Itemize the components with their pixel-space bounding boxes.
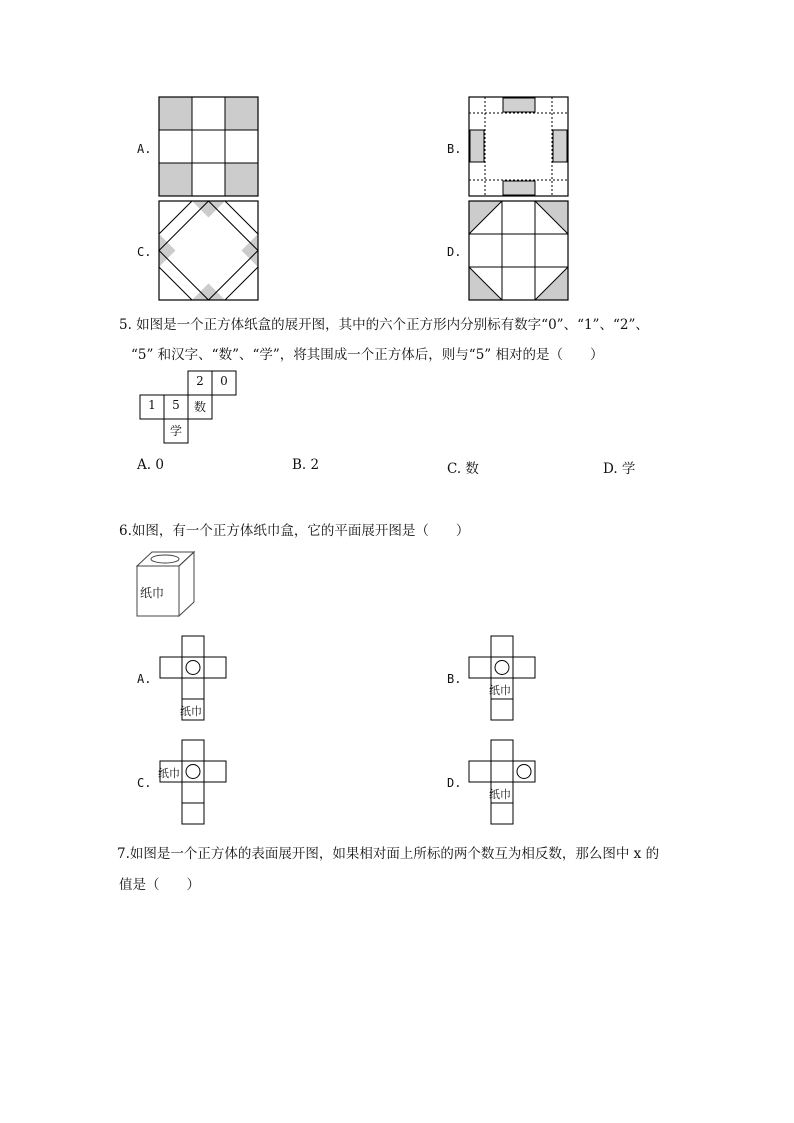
q5-option-c[interactable]: C. 数 bbox=[447, 461, 479, 477]
q6-option-a-label: A. bbox=[137, 672, 152, 686]
q5-cube-net bbox=[137, 370, 239, 445]
q6-option-c-label: C. bbox=[137, 776, 152, 790]
q4-option-a-label: A. bbox=[137, 142, 152, 156]
q4-option-b-figure bbox=[468, 96, 570, 198]
q5-option-b[interactable]: B. 2 bbox=[292, 457, 320, 473]
q6-option-a-net[interactable] bbox=[158, 635, 228, 723]
q5-stem-line1: 5. 如图是一个正方体纸盒的展开图，其中的六个正方形内分别标有数字“0”、“1”、“2”、 bbox=[119, 317, 649, 333]
net-cell-shu: 数 bbox=[193, 400, 206, 414]
q6-option-c-net[interactable] bbox=[158, 739, 228, 827]
q6-option-d-label: D. bbox=[447, 776, 462, 790]
q4-option-d-figure bbox=[468, 200, 570, 302]
net-cell-1: 1 bbox=[148, 398, 156, 412]
q6-d-face-label: 纸巾 bbox=[489, 788, 511, 801]
q6-option-d-net[interactable] bbox=[467, 739, 537, 827]
net-cell-xue: 学 bbox=[169, 424, 182, 438]
q6-option-b-label: B. bbox=[447, 672, 462, 686]
tissue-box-figure bbox=[136, 550, 196, 618]
q4-option-a-figure bbox=[158, 96, 260, 198]
q6-c-face-label: 纸巾 bbox=[158, 767, 180, 780]
q5-option-d[interactable]: D. 学 bbox=[603, 461, 636, 477]
q4-option-c-figure bbox=[158, 200, 260, 302]
q4-option-b-label: B. bbox=[447, 142, 462, 156]
q6-b-face-label: 纸巾 bbox=[489, 684, 511, 697]
net-cell-5: 5 bbox=[172, 398, 180, 412]
net-cell-0: 0 bbox=[220, 374, 228, 388]
net-cell-2: 2 bbox=[196, 374, 204, 388]
q7-stem-line2: 值是（ ） bbox=[119, 877, 200, 893]
q4-option-d-label: D. bbox=[447, 245, 462, 259]
q4-option-c-label: C. bbox=[137, 245, 152, 259]
q5-stem-line2: “5” 和汉字、“数”、“学”，将其围成一个正方体后，则与“5” 相对的是（ ） bbox=[131, 347, 604, 363]
q6-a-face-label: 纸巾 bbox=[180, 705, 202, 718]
tissue-box-label: 纸巾 bbox=[140, 586, 165, 600]
q5-option-a[interactable]: A. 0 bbox=[137, 457, 164, 473]
q7-stem-line1: 7.如图是一个正方体的表面展开图，如果相对面上所标的两个数互为相反数，那么图中 x 的 bbox=[117, 846, 660, 862]
q6-stem: 6.如图，有一个正方体纸巾盒，它的平面展开图是（ ） bbox=[119, 523, 470, 539]
q6-option-b-net[interactable] bbox=[467, 635, 537, 723]
